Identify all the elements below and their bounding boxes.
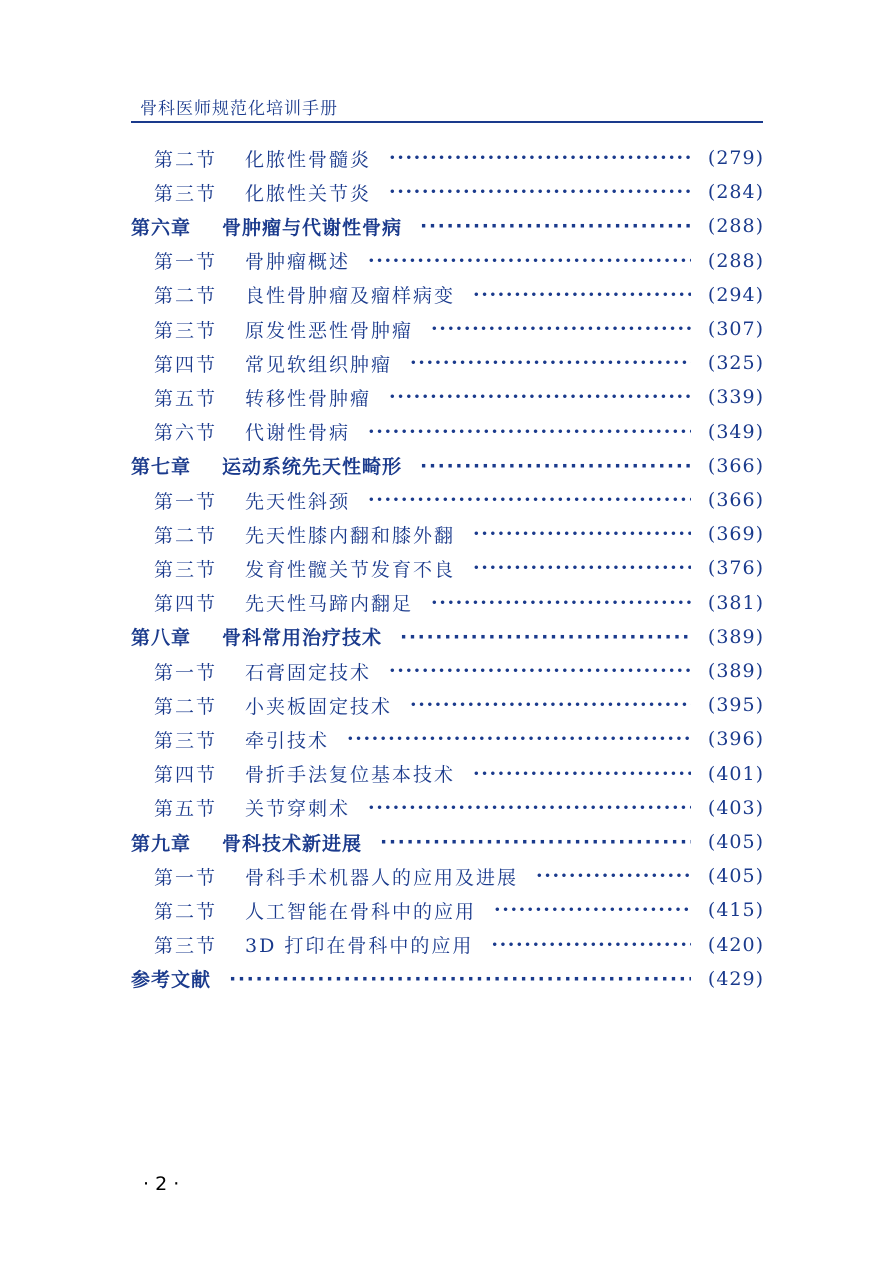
toc-entry-page: (369) [707,523,764,546]
toc-entry-label: 第二节 [154,524,218,547]
toc-chapter-entry [0,209,893,243]
header-rule [131,121,763,123]
toc-leader-dots [410,352,691,374]
toc-leader-dots [473,523,691,545]
toc-entry-page: (405) [707,831,764,853]
toc-section-entry [0,859,893,893]
toc-entry-label: 第一节 [154,866,218,889]
toc-entry-title: 牵引技术 [245,729,330,752]
toc-section-entry [0,654,893,688]
toc-entry-title: 小夹板固定技术 [245,695,393,718]
toc-entry-page: (279) [707,147,764,169]
toc-leader-dots [380,831,691,853]
toc-entry-page: (339) [707,386,764,409]
toc-entry-label: 第三节 [154,319,218,342]
toc-entry-page: (420) [707,933,764,956]
toc-entry-page: (395) [707,694,764,717]
toc-leader-dots [473,763,691,785]
toc-entry-title: 良性骨肿瘤及瘤样病变 [245,285,456,308]
toc-entry-label: 第二节 [154,285,218,308]
toc-leader-dots [410,694,691,716]
toc-entry-title: 先天性斜颈 [245,490,351,513]
toc-entry-page: (288) [707,249,764,272]
toc-entry-page: (366) [707,489,764,511]
toc-entry-page: (389) [707,660,764,682]
toc-entry-title: 化脓性骨髓炎 [245,148,372,171]
toc-entry-label: 第二节 [154,695,218,718]
toc-entry-title: 运动系统先天性畸形 [222,456,403,479]
toc-entry-label: 第二节 [154,148,218,171]
toc-entry-title: 人工智能在骨科中的应用 [245,900,477,923]
toc-entry-title: 代谢性骨病 [245,422,351,445]
toc-entry-label: 第八章 [131,627,192,650]
toc-entry-label: 第三节 [154,729,218,752]
toc-section-entry [0,551,893,585]
running-header-title: 骨科医师规范化培训手册 [140,99,338,119]
toc-entry-title: 常见软组织肿瘤 [245,353,393,376]
toc-entry-title: 发育性髋关节发育不良 [245,558,456,581]
toc-entry-label: 第三节 [154,935,218,958]
toc-leader-dots [420,455,691,477]
toc-section-entry [0,722,893,756]
toc-leader-dots [431,592,691,614]
toc-entry-page: (403) [707,796,764,819]
toc-section-entry [0,757,893,791]
toc-entry-title: 骨科常用治疗技术 [222,627,383,650]
toc-entry-page: (396) [707,728,764,751]
toc-leader-dots [347,728,691,750]
toc-section-entry [0,791,893,825]
toc-entry-page: (401) [707,762,764,785]
toc-entry-title: 关节穿刺术 [245,798,351,821]
toc-leader-dots [389,660,691,682]
toc-leader-dots [536,865,691,887]
toc-entry-page: (389) [707,625,764,648]
toc-leader-dots [389,147,691,169]
toc-section-entry [0,346,893,380]
toc-entry-page: (366) [707,454,764,477]
toc-entry-title: 石膏固定技术 [245,661,372,684]
toc-section-entry [0,415,893,449]
toc-entry-label: 第二节 [154,900,218,923]
toc-section-entry [0,483,893,517]
toc-leader-dots [400,626,691,648]
toc-entry-label: 第七章 [131,456,192,479]
toc-section-entry [0,380,893,414]
toc-entry-title: 骨科技术新进展 [222,832,363,855]
toc-chapter-entry [0,620,893,654]
toc-section-entry [0,175,893,209]
toc-leader-dots [491,934,691,956]
toc-entry-title: 骨科手术机器人的应用及进展 [245,866,519,889]
toc-leader-dots [368,250,691,272]
toc-entry-title: 骨肿瘤与代谢性骨病 [222,216,403,239]
toc-leader-dots [229,968,691,990]
toc-entry-title: 原发性恶性骨肿瘤 [245,319,414,342]
toc-entry-title: 转移性骨肿瘤 [245,387,372,410]
toc-entry-label: 第六章 [131,216,192,239]
toc-entry-title: 先天性膝内翻和膝外翻 [245,524,456,547]
toc-entry-title: 骨折手法复位基本技术 [245,764,456,787]
toc-section-entry [0,244,893,278]
toc-entry-page: (381) [707,591,764,614]
toc-leader-dots [389,386,691,408]
toc-entry-label: 参考文献 [131,969,212,992]
toc-chapter-entry [0,825,893,859]
toc-leader-dots [473,284,691,306]
toc-entry-page: (349) [707,420,764,443]
toc-section-entry [0,586,893,620]
toc-entry-page: (376) [707,557,764,580]
toc-section-entry [0,312,893,346]
toc-entry-page: (288) [707,215,764,238]
toc-entry-title: 3D 打印在骨科中的应用 [245,935,474,958]
toc-entry-label: 第五节 [154,798,218,821]
toc-entry-label: 第一节 [154,490,218,513]
toc-entry-page: (429) [707,967,764,990]
toc-entry-title: 先天性马蹄内翻足 [245,593,414,616]
toc-entry-label: 第九章 [131,832,192,855]
toc-entry-label: 第四节 [154,764,218,787]
toc-section-entry [0,893,893,927]
toc-entry-label: 第三节 [154,182,218,205]
toc-entry-label: 第四节 [154,353,218,376]
toc-entry-label: 第一节 [154,251,218,274]
toc-entry-page: (415) [707,899,764,922]
toc-entry-label: 第五节 [154,387,218,410]
toc-entry-title: 骨肿瘤概述 [245,251,351,274]
toc-leader-dots [431,318,691,340]
toc-entry-page: (294) [707,283,764,306]
toc-chapter-entry [0,449,893,483]
toc-section-entry [0,141,893,175]
toc-chapter-entry [0,962,893,996]
toc-entry-label: 第六节 [154,422,218,445]
page-number: · 2 · [143,1173,180,1195]
toc-leader-dots [368,489,691,511]
toc-entry-label: 第一节 [154,661,218,684]
toc-entry-page: (284) [707,181,764,204]
toc-section-entry [0,688,893,722]
toc-section-entry [0,517,893,551]
toc-entry-label: 第四节 [154,593,218,616]
toc-entry-page: (307) [707,318,764,340]
toc-entry-page: (405) [707,865,764,888]
toc-entry-label: 第三节 [154,558,218,581]
toc-leader-dots [368,797,691,819]
toc-leader-dots [389,181,691,203]
toc-leader-dots [420,215,691,237]
toc-entry-title: 化脓性关节炎 [245,182,372,205]
toc-section-entry [0,928,893,962]
toc-section-entry [0,278,893,312]
toc-leader-dots [494,899,691,921]
toc-leader-dots [368,421,691,443]
toc-leader-dots [473,557,691,579]
toc-entry-page: (325) [707,352,764,375]
